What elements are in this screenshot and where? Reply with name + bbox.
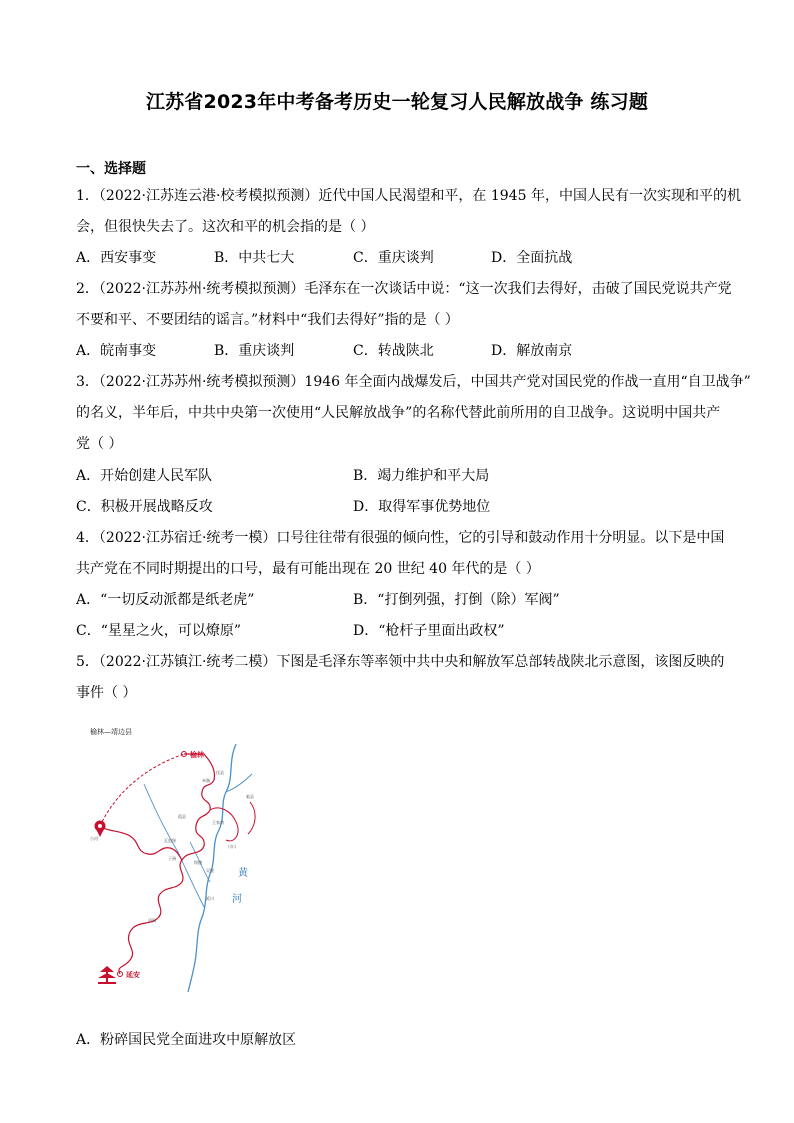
tributary-2 bbox=[144, 784, 204, 907]
svg-text:延川: 延川 bbox=[206, 896, 214, 901]
route-map bbox=[86, 722, 286, 992]
svg-text:绥德: 绥德 bbox=[194, 860, 202, 865]
question-4-line-2: 共产党在不同时期提出的口号，最有可能出现在 20 世纪 40 年代的是（ ） bbox=[76, 561, 540, 577]
question-3-option-a: A．开始创建人民军队 bbox=[76, 468, 213, 484]
question-2-option-c: C．转战陕北 bbox=[353, 343, 434, 359]
question-1-line-2: 会，但很快失去了。这次和平的机会指的是（ ） bbox=[76, 219, 375, 235]
svg-text:佳县: 佳县 bbox=[216, 770, 224, 775]
map-top-label: 榆林—靖边县 bbox=[90, 728, 132, 736]
svg-text:临县: 临县 bbox=[246, 794, 254, 799]
question-5-option-a: A．粉碎国民党全面进攻中原解放区 bbox=[76, 1032, 297, 1048]
dashed-route bbox=[100, 754, 184, 826]
svg-text:米脂: 米脂 bbox=[202, 778, 210, 783]
section-heading: 一、选择题 bbox=[76, 161, 146, 177]
question-5-line-1: 5．（2022·江苏镇江·统考二模）下图是毛泽东等率领中共中央和解放军总部转战陕北示意图，该图反映的 bbox=[76, 654, 725, 670]
yanan-label: 延安 bbox=[126, 971, 140, 979]
svg-text:川口: 川口 bbox=[228, 844, 236, 849]
march-route-west bbox=[100, 826, 182, 860]
river-label-2: 河 bbox=[232, 894, 242, 905]
question-2-line-2: 不要和平、不要团结的谣言。”材料中“我们去得好”指的是（ ） bbox=[76, 312, 459, 328]
svg-text:瓦窑堡: 瓦窑堡 bbox=[164, 838, 176, 843]
question-5-line-2: 事件（ ） bbox=[76, 685, 137, 701]
question-1-option-b: B．中共七大 bbox=[214, 250, 295, 266]
question-1-option-c: C．重庆谈判 bbox=[353, 250, 434, 266]
question-2-option-b: B．重庆谈判 bbox=[214, 343, 295, 359]
pagoda-icon bbox=[98, 966, 116, 984]
question-2-option-d: D．解放南京 bbox=[491, 343, 573, 359]
question-4-option-d: D．“枪杆子里面出政权” bbox=[353, 623, 505, 639]
question-1-option-a: A．西安事变 bbox=[76, 250, 157, 266]
question-1-option-d: D．全面抗战 bbox=[491, 250, 573, 266]
page-title: 江苏省2023年中考备考历史一轮复习人民解放战争 练习题 bbox=[145, 91, 649, 113]
svg-text:吴堡: 吴堡 bbox=[206, 868, 214, 873]
question-3-option-d: D．取得军事优势地位 bbox=[353, 499, 491, 515]
river-label-1: 黄 bbox=[238, 868, 248, 879]
svg-text:清涧: 清涧 bbox=[148, 918, 156, 923]
question-3-line-3: 党（ ） bbox=[76, 436, 123, 452]
question-4-option-b: B．“打倒列强，打倒（除）军阀” bbox=[353, 592, 560, 608]
question-3-line-1: 3．（2022·江苏苏州·统考模拟预测）1946 年全面内战爆发后，中国共产党对国民党的作战一直用“自卫战争” bbox=[76, 374, 751, 390]
question-4-option-c: C．“星星之火，可以燎原” bbox=[76, 623, 242, 639]
svg-text:葭县: 葭县 bbox=[178, 814, 186, 819]
question-3-line-2: 的名义，半年后，中共中央第一次使用“人民解放战争”的名称代替此前所用的自卫战争。这说明中国共产 bbox=[76, 405, 721, 421]
question-3-option-c: C．积极开展战略反攻 bbox=[76, 499, 213, 515]
march-route-east bbox=[248, 802, 255, 834]
question-1-line-1: 1．（2022·江苏连云港·校考模拟预测）近代中国人民渴望和平，在 1945 年，中国人民有一次实现和平的机 bbox=[76, 188, 741, 204]
question-4-line-1: 4．（2022·江苏宿迁·统考一模）口号往往带有很强的倾向性，它的引导和鼓动作用十分明显。以下是中国 bbox=[76, 530, 725, 546]
yulin-label: 榆林 bbox=[190, 751, 204, 759]
question-3-option-b: B．竭力维护和平大局 bbox=[353, 468, 490, 484]
question-2-option-a: A．皖南事变 bbox=[76, 343, 157, 359]
question-2-line-1: 2．（2022·江苏苏州·统考模拟预测）毛泽东在一次谈话中说：“这一次我们去得好，击破了国民党说共产党 bbox=[76, 281, 732, 297]
svg-text:小河: 小河 bbox=[90, 836, 98, 841]
question-4-option-a: A．“一切反动派都是纸老虎” bbox=[76, 592, 255, 608]
svg-text:子洲: 子洲 bbox=[168, 856, 176, 861]
svg-text:王家湾: 王家湾 bbox=[212, 820, 224, 825]
